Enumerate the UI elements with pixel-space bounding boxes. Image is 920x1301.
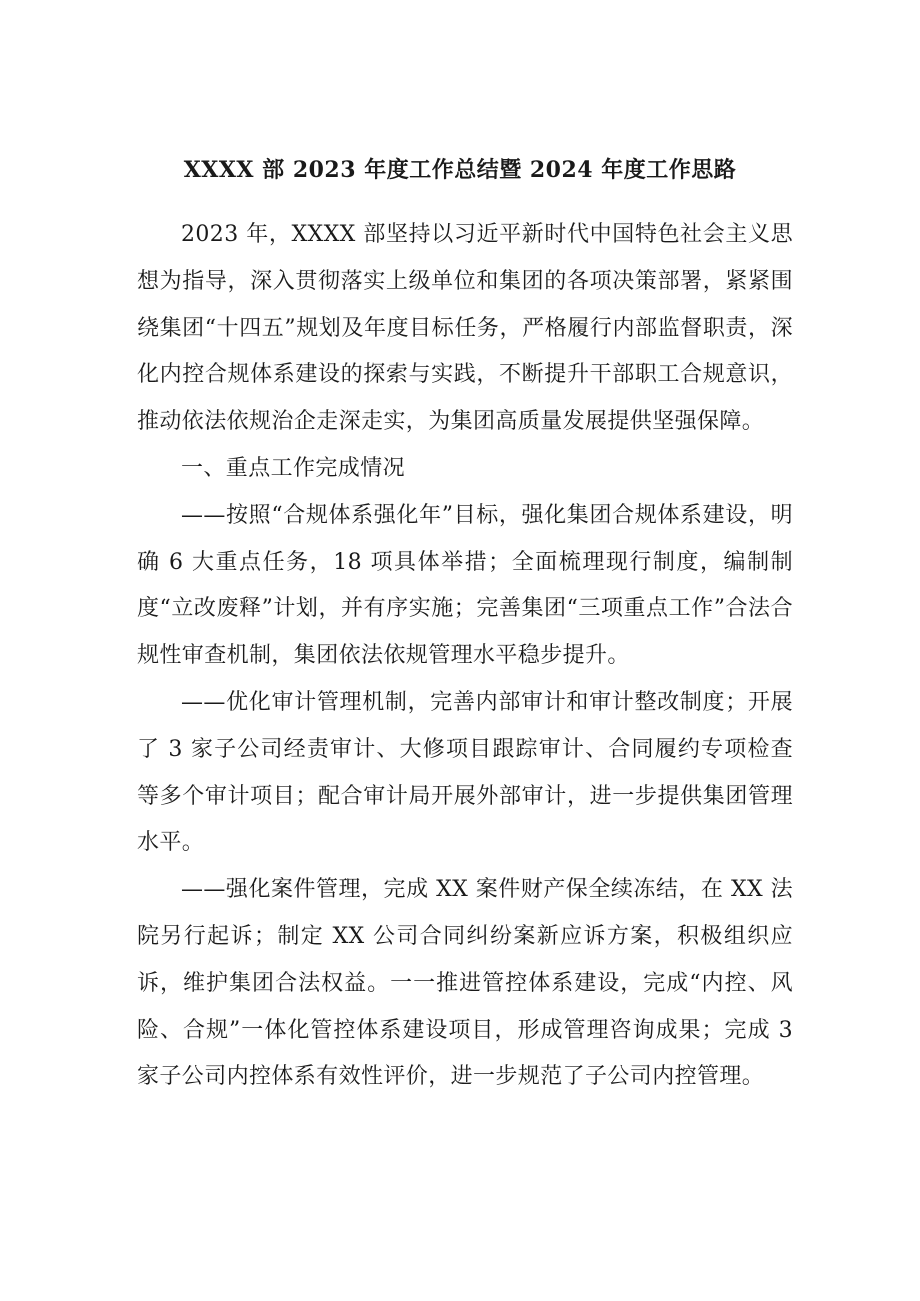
body-paragraph: ——按照“合规体系强化年”目标，强化集团合规体系建设，明确 6 大重点任务，18 项具体举措；全面梳理现行制度，编制制度“立改废释”计划，并有序实施；完善集团“三项重点工作”合法合规性审查机制，集团依法依规管理水平稳步提升。 [137,502,793,669]
document-title: XXXX 部 2023 年度工作总结暨 2024 年度工作思路 [183,157,737,183]
intro-paragraph: 2023 年，XXXX 部坚持以习近平新时代中国特色社会主义思想为指导，深入贯彻落实上级单位和集团的各项决策部署，紧紧围绕集团“十四五”规划及年度目标任务，严格履行内部监督职责，深化内控合规体系建设的探索与实践，不断提升干部职工合规意识，推动依法依规治企走深走实，为集团高质量发展提供坚强保障。 [137,222,793,435]
document-body [137,212,793,1101]
body-paragraph: ——优化审计管理机制，完善内部审计和审计整改制度；开展了 3 家子公司经责审计、大修项目跟踪审计、合同履约专项检查等多个审计项目；配合审计局开展外部审计，进一步提供集团管理水平。 [137,689,793,856]
body-paragraph: ——强化案件管理，完成 XX 案件财产保全续冻结，在 XX 法院另行起诉；制定 XX 公司合同纠纷案新应诉方案，积极组织应诉，维护集团合法权益。一一推进管控体系建设，完成“内控、风险、合规”一体化管控体系建设项目，形成管理咨询成果；完成 3 家子公司内控体系有效性评价，进一步规范了子公司内控管理。 [137,877,793,1090]
section-heading: 一、重点工作完成情况 [181,455,406,481]
